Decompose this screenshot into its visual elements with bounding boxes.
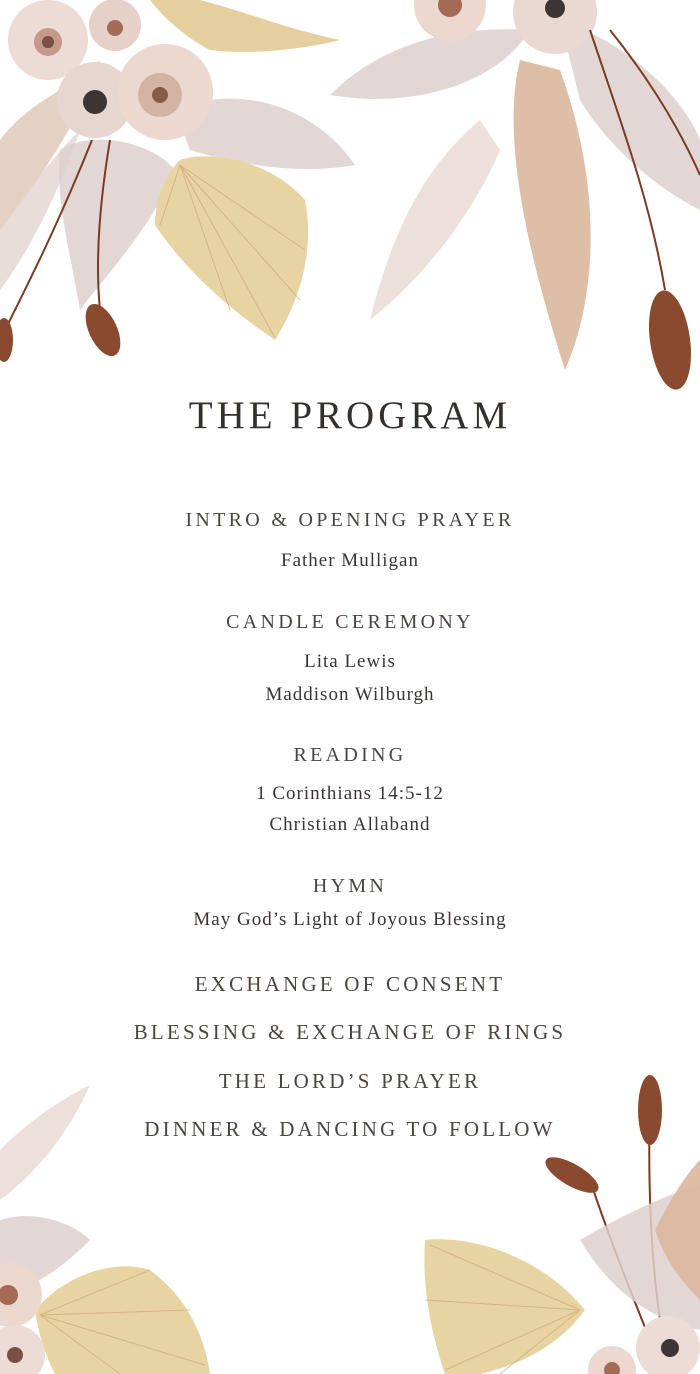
section-detail: Christian Allaband bbox=[269, 814, 431, 835]
section-heading: INTRO & OPENING PRAYER bbox=[185, 509, 515, 531]
section-detail: Lita Lewis bbox=[304, 651, 396, 672]
section-detail: May God’s Light of Joyous Blessing bbox=[193, 909, 507, 930]
closing-item: DINNER & DANCING TO FOLLOW bbox=[144, 1117, 556, 1141]
section-detail: 1 Corinthians 14:5-12 bbox=[256, 783, 444, 804]
closing-item: THE LORD’S PRAYER bbox=[218, 1069, 482, 1093]
section-heading: HYMN bbox=[312, 875, 388, 897]
section-detail: Father Mulligan bbox=[281, 550, 419, 571]
section-heading: CANDLE CEREMONY bbox=[226, 611, 474, 633]
section-heading: READING bbox=[293, 744, 407, 766]
closing-item: EXCHANGE OF CONSENT bbox=[194, 972, 506, 996]
program-title: THE PROGRAM bbox=[188, 394, 512, 437]
section-detail: Maddison Wilburgh bbox=[265, 684, 435, 705]
closing-item: BLESSING & EXCHANGE OF RINGS bbox=[133, 1020, 567, 1044]
